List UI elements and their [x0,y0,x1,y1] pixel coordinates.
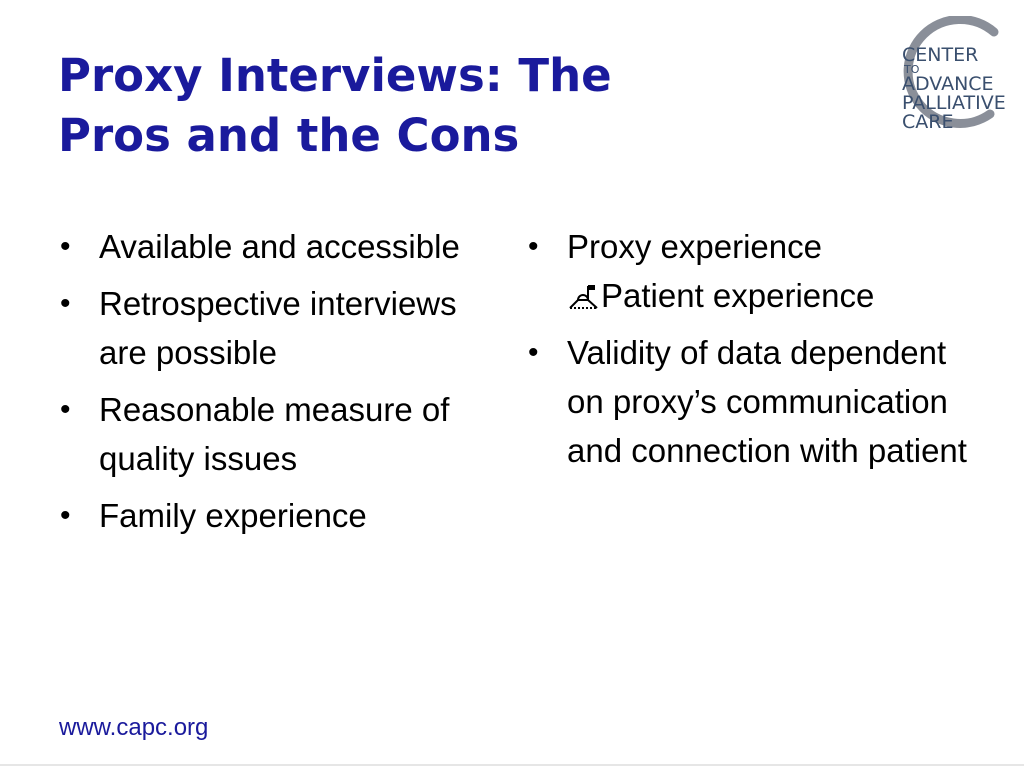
website-link[interactable]: www.capc.org [59,714,209,741]
list-item-text: Retrospective interviews are possible [99,285,457,371]
list-item-text: Family experience [99,497,367,534]
logo-text-to: TO [904,63,920,76]
logo-text-palliative: PALLIATIVE [902,92,1006,114]
list-item [58,491,478,540]
slide-title [58,46,838,166]
logo-text-advance: ADVANCE [902,73,994,95]
logo-wordmark [902,46,1006,132]
list-item [58,385,478,483]
cons-list [526,222,976,483]
list-item [58,222,478,271]
bullet-icon: • [528,336,539,369]
slide-title-line-2: Pros and the Cons [58,109,520,162]
list-item [58,279,478,377]
list-item-text: Validity of data dependent on proxy’s communication and connection with patient [567,334,967,469]
mailbox-icon [567,281,601,311]
list-item [526,222,976,320]
logo-text-care: CARE [902,111,954,133]
logo-text-center: CENTER [902,44,979,66]
bullet-icon: • [60,230,71,263]
list-item-text-part-2: Patient experience [601,277,875,314]
bullet-icon: • [528,230,539,263]
bottom-divider [0,764,1024,766]
bullet-icon: • [60,499,71,532]
bullet-icon: • [60,287,71,320]
slide-title-line-1: Proxy Interviews: The [58,49,612,102]
list-item-text-part-1: Proxy experience [567,228,822,265]
capc-logo [884,16,1014,133]
pros-list [58,222,478,548]
list-item-text: Available and accessible [99,228,460,265]
bullet-icon: • [60,393,71,426]
list-item [526,328,976,475]
list-item-text: Reasonable measure of quality issues [99,391,450,477]
